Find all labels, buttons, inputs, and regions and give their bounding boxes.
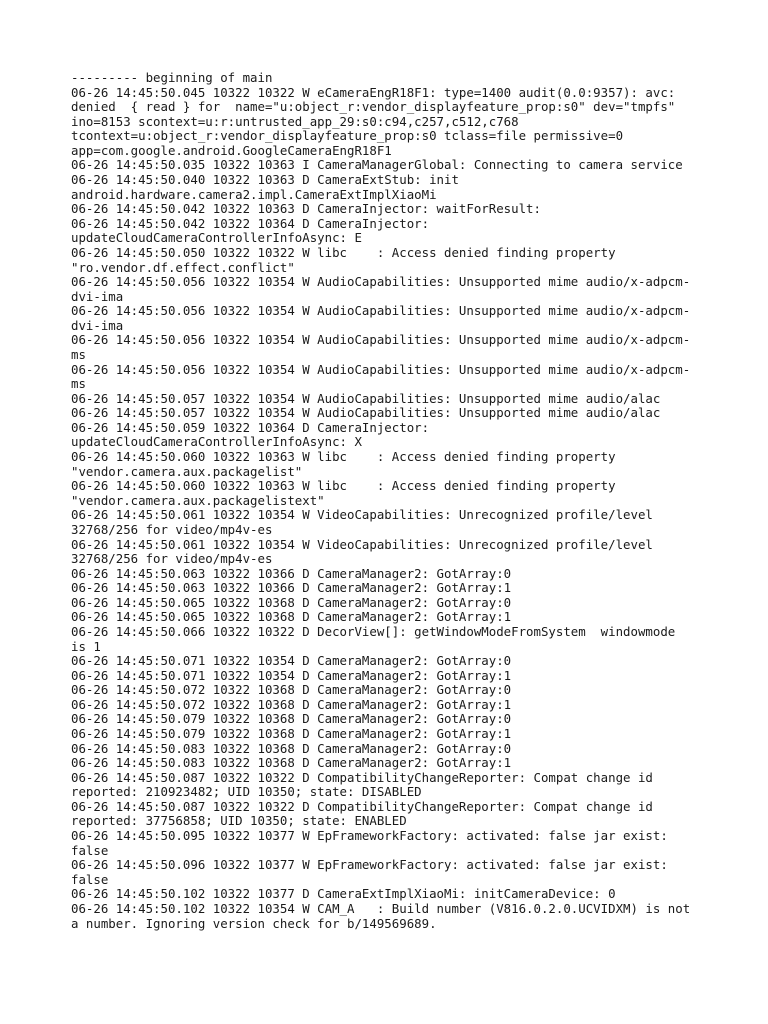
log-line: 06-26 14:45:50.056 10322 10354 W AudioCapabilities: Unsupported mime audio/x-adpcm- <box>71 361 691 377</box>
log-line: ms <box>71 346 86 362</box>
log-text-block <box>71 71 721 931</box>
log-line: tcontext=u:object_r:vendor_displayfeature_prop:s0 tclass=file permissive=0 <box>71 128 624 144</box>
log-line: ms <box>71 376 86 392</box>
log-line: 06-26 14:45:50.060 10322 10363 W libc : Access denied finding property <box>71 449 616 465</box>
log-line: 06-26 14:45:50.066 10322 10322 D DecorView[]: getWindowModeFromSystem windowmode <box>71 623 676 639</box>
log-line: reported: 37756858; UID 10350; state: ENABLED <box>71 813 407 829</box>
log-line: dvi-ima <box>71 288 124 304</box>
log-line: --------- beginning of main <box>71 70 273 85</box>
log-line: a number. Ignoring version check for b/149569689. <box>71 915 437 931</box>
log-line: 06-26 14:45:50.056 10322 10354 W AudioCapabilities: Unsupported mime audio/x-adpcm- <box>71 274 691 290</box>
log-line: 06-26 14:45:50.079 10322 10368 D CameraManager2: GotArray:1 <box>71 726 512 742</box>
log-line: 06-26 14:45:50.057 10322 10354 W AudioCapabilities: Unsupported mime audio/alac <box>71 390 661 406</box>
log-line: dvi-ima <box>71 317 124 333</box>
log-line: 06-26 14:45:50.063 10322 10366 D CameraManager2: GotArray:0 <box>71 565 512 581</box>
log-line: 06-26 14:45:50.040 10322 10363 D CameraExtStub: init <box>71 172 459 188</box>
log-line: 06-26 14:45:50.072 10322 10368 D CameraManager2: GotArray:1 <box>71 696 512 712</box>
log-line: 06-26 14:45:50.065 10322 10368 D CameraManager2: GotArray:1 <box>71 609 512 625</box>
log-line: 06-26 14:45:50.035 10322 10363 I CameraManagerGlobal: Connecting to camera service <box>71 157 683 173</box>
log-line: updateCloudCameraControllerInfoAsync: E <box>71 230 362 246</box>
log-line: denied { read } for name="u:object_r:vendor_displayfeature_prop:s0" dev="tmpfs" <box>71 99 676 115</box>
log-line: 06-26 14:45:50.102 10322 10354 W CAM_A : Build number (V816.0.2.0.UCVIDXM) is not <box>71 900 691 916</box>
log-line: app=com.google.android.GoogleCameraEngR18F1 <box>71 142 392 158</box>
log-line: 06-26 14:45:50.095 10322 10377 W EpFrameworkFactory: activated: false jar exist: <box>71 828 668 844</box>
log-line: "vendor.camera.aux.packagelist" <box>71 463 303 479</box>
log-line: 06-26 14:45:50.045 10322 10322 W eCameraEngR18F1: type=1400 audit(0.0:9357): avc: <box>71 84 676 100</box>
log-line: 06-26 14:45:50.042 10322 10364 D CameraInjector: <box>71 215 430 231</box>
log-line: 32768/256 for video/mp4v-es <box>71 551 273 567</box>
log-line: 06-26 14:45:50.087 10322 10322 D CompatibilityChangeReporter: Compat change id <box>71 798 653 814</box>
log-line: 06-26 14:45:50.056 10322 10354 W AudioCapabilities: Unsupported mime audio/x-adpcm- <box>71 303 691 319</box>
log-line: 06-26 14:45:50.059 10322 10364 D CameraInjector: <box>71 419 430 435</box>
log-line: updateCloudCameraControllerInfoAsync: X <box>71 434 362 450</box>
log-line: 06-26 14:45:50.061 10322 10354 W VideoCapabilities: Unrecognized profile/level <box>71 507 653 523</box>
log-line: 06-26 14:45:50.060 10322 10363 W libc : Access denied finding property <box>71 478 616 494</box>
log-line: 06-26 14:45:50.065 10322 10368 D CameraManager2: GotArray:0 <box>71 594 512 610</box>
log-line: 06-26 14:45:50.083 10322 10368 D CameraManager2: GotArray:0 <box>71 740 512 756</box>
log-line: 06-26 14:45:50.102 10322 10377 D CameraExtImplXiaoMi: initCameraDevice: 0 <box>71 886 616 902</box>
log-line: 06-26 14:45:50.042 10322 10363 D CameraInjector: waitForResult: <box>71 201 541 217</box>
log-line: 06-26 14:45:50.057 10322 10354 W AudioCapabilities: Unsupported mime audio/alac <box>71 405 661 421</box>
log-line: 06-26 14:45:50.061 10322 10354 W VideoCapabilities: Unrecognized profile/level <box>71 536 653 552</box>
log-line: 32768/256 for video/mp4v-es <box>71 521 273 537</box>
log-line: 06-26 14:45:50.056 10322 10354 W AudioCapabilities: Unsupported mime audio/x-adpcm- <box>71 332 691 348</box>
log-line: 06-26 14:45:50.083 10322 10368 D CameraManager2: GotArray:1 <box>71 755 512 771</box>
log-line: 06-26 14:45:50.079 10322 10368 D CameraManager2: GotArray:0 <box>71 711 512 727</box>
log-line: reported: 210923482; UID 10350; state: DISABLED <box>71 784 422 800</box>
log-line: is 1 <box>71 638 101 654</box>
log-line: 06-26 14:45:50.063 10322 10366 D CameraManager2: GotArray:1 <box>71 580 512 596</box>
log-line: 06-26 14:45:50.096 10322 10377 W EpFrameworkFactory: activated: false jar exist: <box>71 857 668 873</box>
log-line: 06-26 14:45:50.087 10322 10322 D CompatibilityChangeReporter: Compat change id <box>71 769 653 785</box>
log-line: false <box>71 871 109 887</box>
log-line: 06-26 14:45:50.071 10322 10354 D CameraManager2: GotArray:1 <box>71 667 512 683</box>
log-line: 06-26 14:45:50.072 10322 10368 D CameraManager2: GotArray:0 <box>71 682 512 698</box>
log-line: "vendor.camera.aux.packagelistext" <box>71 492 325 508</box>
log-line: 06-26 14:45:50.050 10322 10322 W libc : Access denied finding property <box>71 244 616 260</box>
log-line: false <box>71 842 109 858</box>
log-line: android.hardware.camera2.impl.CameraExtImplXiaoMi <box>71 186 437 202</box>
log-line: "ro.vendor.df.effect.conflict" <box>71 259 295 275</box>
log-line: 06-26 14:45:50.071 10322 10354 D CameraManager2: GotArray:0 <box>71 653 512 669</box>
log-line: ino=8153 scontext=u:r:untrusted_app_29:s0:c94,c257,c512,c768 <box>71 113 519 129</box>
